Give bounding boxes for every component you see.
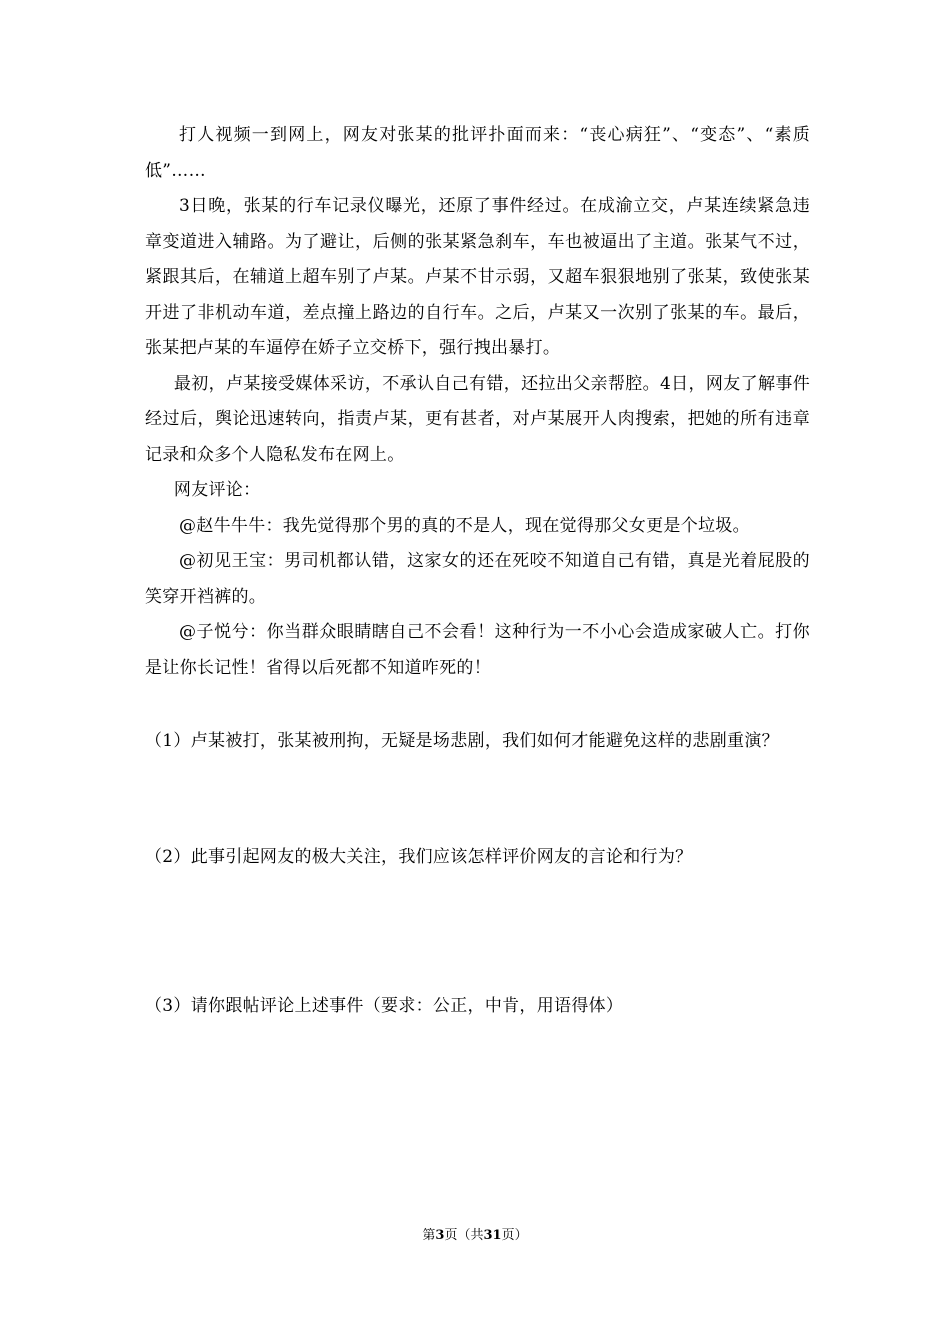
comments-heading: 网友评论：: [173, 480, 261, 500]
comment-2: @初见王宝：男司机都认错，这家女的还在死咬不知道自己有错，真是光着屁股的笑穿开裆裤的。: [145, 551, 810, 607]
paragraph-media: 最初，卢某接受媒体采访，不承认自己有错，还拉出父亲帮腔。4日，网友了解事件经过后，舆论迅速转向，指责卢某，更有甚者，对卢某展开人肉搜索，把她的所有违章记录和众多个人隐私发布在网上。: [145, 373, 810, 465]
paragraph-dashcam: 3日晚，张某的行车记录仪曝光，还原了事件经过。在成渝立交，卢某连续紧急违章变道进入辅路。为了避让，后侧的张某紧急刹车，车也被逼出了主道。张某气不过，紧跟其后，在辅道上超车别了卢某。卢某不甘示弱，又超车狠狠地别了张某，致使张某开进了非机动车道，差点撞上路边的自行车。之后，卢某又一次别了张某的车。最后，张某把卢某的车逼停在娇子立交桥下，强行拽出暴打。: [145, 196, 810, 358]
footer-suffix: 页）: [501, 1228, 528, 1243]
question-1: （1）卢某被打，张某被刑拘，无疑是场悲剧，我们如何才能避免这样的悲剧重演？: [145, 731, 779, 751]
comment-3: @子悦兮：你当群众眼睛瞎自己不会看！这种行为一不小心会造成家破人亡。打你是让你长记性！省得以后死都不知道咋死的！: [145, 622, 810, 678]
paragraph-intro: 打人视频一到网上，网友对张某的批评扑面而来：“丧心病狂”、“变态”、“素质低”……: [145, 125, 810, 181]
page-footer: [0, 1227, 950, 1245]
comment-1: @赵牛牛牛：我先觉得那个男的真的不是人，现在觉得那父女更是个垃圾。: [179, 515, 750, 536]
article-body: [145, 118, 810, 1024]
question-2: （2）此事引起网友的极大关注，我们应该怎样评价网友的言论和行为？: [145, 847, 693, 867]
footer-page-number: 3: [435, 1228, 445, 1243]
footer-total-pages: 31: [483, 1228, 502, 1243]
footer-middle: 页（共: [444, 1228, 484, 1243]
footer-prefix: 第: [422, 1228, 436, 1243]
question-3: （3）请你跟帖评论上述事件（要求：公正，中肯，用语得体）: [145, 996, 624, 1016]
